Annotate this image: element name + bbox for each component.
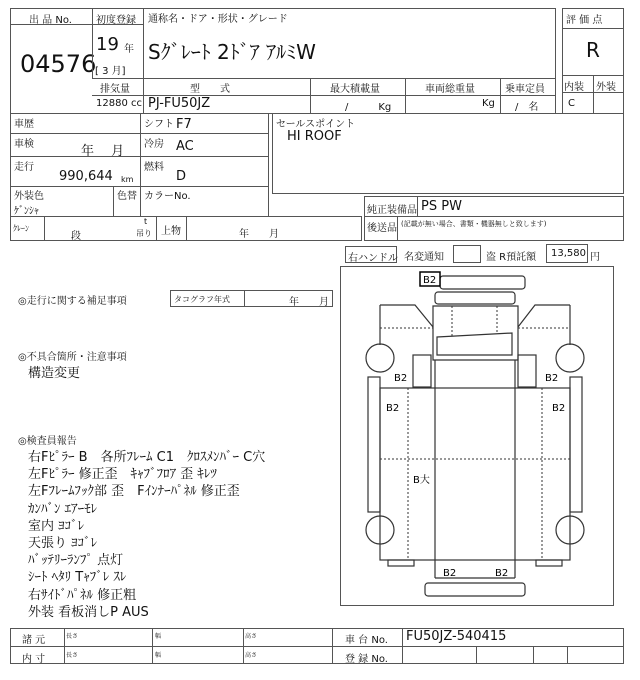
- damage-mark: B2: [423, 275, 437, 286]
- divider: [332, 628, 333, 664]
- mileage-unit: km: [121, 175, 134, 184]
- report-line: 天張り ﾖｺﾞﾚ: [28, 535, 98, 551]
- divider: [593, 75, 594, 114]
- height-label: 高さ: [245, 652, 258, 659]
- crane-stage: 段: [71, 231, 81, 242]
- ac: AC: [176, 139, 194, 154]
- damage-mark: B2: [394, 373, 408, 384]
- mileage: 990,644: [59, 169, 113, 184]
- shift-label: シフト: [144, 119, 174, 130]
- rear-bumper: [425, 583, 525, 596]
- color-change-cell: [113, 186, 141, 217]
- divider: [186, 217, 187, 240]
- divider: [402, 628, 403, 664]
- max-load-label: 最大積載量: [330, 84, 380, 95]
- gross-weight: Kg: [482, 98, 495, 109]
- divider: [64, 628, 65, 664]
- color-no-label: カラーNo.: [144, 191, 191, 202]
- divider: [243, 628, 244, 664]
- body-date: 年 月: [239, 229, 279, 240]
- chassis-label: 車 台 No.: [345, 635, 388, 646]
- displacement: 12880 cc: [96, 98, 142, 109]
- shift-cell: [140, 113, 269, 134]
- report-line: 左Fﾋﾟﾗｰ 修正歪 ｷｬﾌﾞﾌﾛｱ 歪 ｷﾚﾂ: [28, 467, 217, 483]
- report-line: 右ｻｲﾄﾞﾊﾟﾈﾙ 修正粗: [28, 587, 137, 603]
- exterior-label: 外装: [596, 82, 616, 93]
- displacement-label: 排気量: [100, 84, 130, 95]
- report-line: ﾊﾞｯﾃﾘｰﾗﾝﾌﾟ 点灯: [28, 553, 124, 569]
- capacity-label: 乗車定員: [505, 84, 545, 95]
- score-label: 評 価 点: [566, 15, 603, 26]
- inner-label: 内 寸: [22, 654, 46, 665]
- divider: [405, 78, 406, 114]
- divider: [156, 217, 157, 240]
- fuel: D: [176, 169, 187, 184]
- divider: [152, 628, 153, 664]
- rhd-badge: [345, 246, 397, 263]
- report-line: 左Fﾌﾚｰﾑﾌｯｸ部 歪 Fｲﾝﾅｰﾊﾟﾈﾙ 修正歪: [28, 484, 240, 500]
- equipment-box: [364, 196, 624, 217]
- divider: [476, 646, 477, 664]
- gross-weight-label: 車両総重量: [425, 84, 475, 95]
- divider: [310, 78, 311, 114]
- damage-mark: B2: [443, 568, 457, 579]
- mileage-label: 走行: [14, 162, 34, 173]
- spec-label: 諸 元: [22, 635, 46, 646]
- registration-label: 登 録 No.: [345, 654, 388, 665]
- report-line: ｼｰﾄ ﾍﾀﾘ Tｬﾌﾞﾚ ｽﾚ: [28, 570, 127, 586]
- length-label: 長さ: [66, 633, 79, 640]
- equipment-label: 純正装備品: [367, 205, 417, 216]
- wheel-front-left: [366, 344, 394, 372]
- interior-grade: C: [568, 98, 575, 109]
- crane-row: [10, 216, 362, 241]
- inspection-cell: [10, 133, 141, 157]
- defects-label: ◎不具合箇所・注意事項: [18, 352, 127, 363]
- history-label: 車歴: [14, 119, 34, 130]
- damage-mark: B2: [545, 373, 559, 384]
- wheel-front-right: [556, 344, 584, 372]
- score-value: R: [586, 38, 600, 62]
- tacho-value: 年 月: [289, 297, 329, 308]
- color: ｹﾞﾝｼｬ: [14, 206, 39, 217]
- model-label: 型 式: [190, 84, 230, 95]
- recycle-label: 盗 R預託額: [486, 252, 537, 263]
- front-bumper: [440, 276, 525, 289]
- divider: [10, 646, 624, 647]
- later-items-box: [364, 216, 624, 241]
- width-label: 幅: [155, 652, 162, 659]
- divider: [268, 186, 269, 217]
- inspection: 年 月: [81, 144, 125, 159]
- divider: [143, 78, 144, 114]
- lot-label-cell: [10, 8, 93, 25]
- fuel-label: 燃料: [144, 162, 164, 173]
- truck-diagram: [340, 266, 614, 606]
- later-note: (記載が無い場合、書類・機器無しと致します): [401, 220, 547, 228]
- crane-ton: t: [144, 217, 148, 226]
- body-label: 上物: [161, 226, 181, 237]
- month: [ 3 月]: [95, 66, 126, 77]
- damage-diagram: [340, 266, 614, 606]
- recycle-amount: 13,580: [551, 248, 586, 259]
- damage-mark: B2: [495, 568, 509, 579]
- mileage-cell: [10, 156, 141, 187]
- damage-mark: B2: [552, 403, 566, 414]
- capacity: / 名: [515, 102, 539, 113]
- divider: [417, 197, 418, 216]
- name-label: 通称名・ドア・形状・グレード: [148, 14, 288, 25]
- yen: 円: [590, 252, 600, 263]
- interior-label: 内装: [564, 82, 584, 93]
- sales-point-box: [272, 113, 624, 194]
- year-unit: 年: [124, 44, 134, 55]
- divider: [44, 217, 45, 240]
- sales-text: HI ROOF: [287, 129, 342, 144]
- name-change-box: [453, 245, 481, 263]
- ac-cell: [140, 133, 269, 157]
- divider: [500, 78, 501, 114]
- color-cell: [10, 186, 114, 217]
- name-change-label: 名変通知: [404, 252, 444, 263]
- color-label: 外装色: [14, 191, 44, 202]
- divider: [397, 217, 398, 240]
- color-no-cell: [140, 186, 269, 217]
- damage-mark: B大: [413, 475, 430, 486]
- first-reg-cell: [92, 8, 144, 25]
- inspector-report: [28, 446, 265, 618]
- ac-label: 冷房: [144, 139, 164, 150]
- divider: [567, 646, 568, 664]
- report-line: 室内 ﾖｺﾞﾚ: [28, 518, 85, 534]
- year: 19: [96, 34, 119, 55]
- equipment-value: PS PW: [421, 199, 462, 214]
- model: PJ-FU50JZ: [148, 96, 211, 111]
- inspector-label: ◎検査員報告: [18, 436, 77, 447]
- divider: [562, 28, 624, 29]
- crane-label: ｸﾚｰﾝ: [13, 224, 29, 233]
- inspection-label: 車検: [14, 139, 34, 150]
- report-line: ｶﾝﾊﾞﾝ ｴｱｰﾓﾚ: [28, 501, 98, 517]
- crane-hoist: 吊り: [136, 229, 152, 238]
- report-line: 外装 看板消しP AUS: [28, 604, 149, 620]
- tacho-box: [170, 290, 333, 307]
- lot-number: 04576: [20, 50, 97, 78]
- history-cell: [10, 113, 141, 134]
- color-change-label: 色替: [117, 191, 137, 202]
- max-load: / Kg: [345, 102, 392, 113]
- defects: 構造変更: [28, 366, 81, 381]
- height-label: 高さ: [245, 633, 258, 640]
- fuel-cell: [140, 156, 269, 187]
- shift: F7: [176, 117, 192, 132]
- later-label: 後送品: [367, 223, 397, 234]
- damage-mark: B2: [386, 403, 400, 414]
- recycle-box: [546, 244, 588, 263]
- divider: [244, 291, 245, 306]
- divider: [533, 646, 534, 664]
- first-reg-label: 初度登録: [96, 15, 136, 26]
- driving-label: ◎走行に関する補足事項: [18, 296, 127, 307]
- lot-label: 出 品 No.: [29, 15, 72, 26]
- length-label: 長さ: [66, 652, 79, 659]
- rhd: 右ハンドル: [348, 253, 398, 264]
- width-label: 幅: [155, 633, 162, 640]
- tacho-label: タコグラフ年式: [174, 295, 230, 304]
- grade: Sｸﾞﾚｰﾄ 2ﾄﾞｱ ｱﾙﾐW: [148, 40, 316, 64]
- sales-label: セールスポイント: [276, 119, 356, 130]
- report-line: 右Fﾋﾟﾗｰ B 各所ﾌﾚｰﾑ C1 ｸﾛｽﾒﾝﾊﾞｰ C穴: [28, 450, 266, 465]
- chassis-number: FU50JZ-540415: [406, 629, 507, 644]
